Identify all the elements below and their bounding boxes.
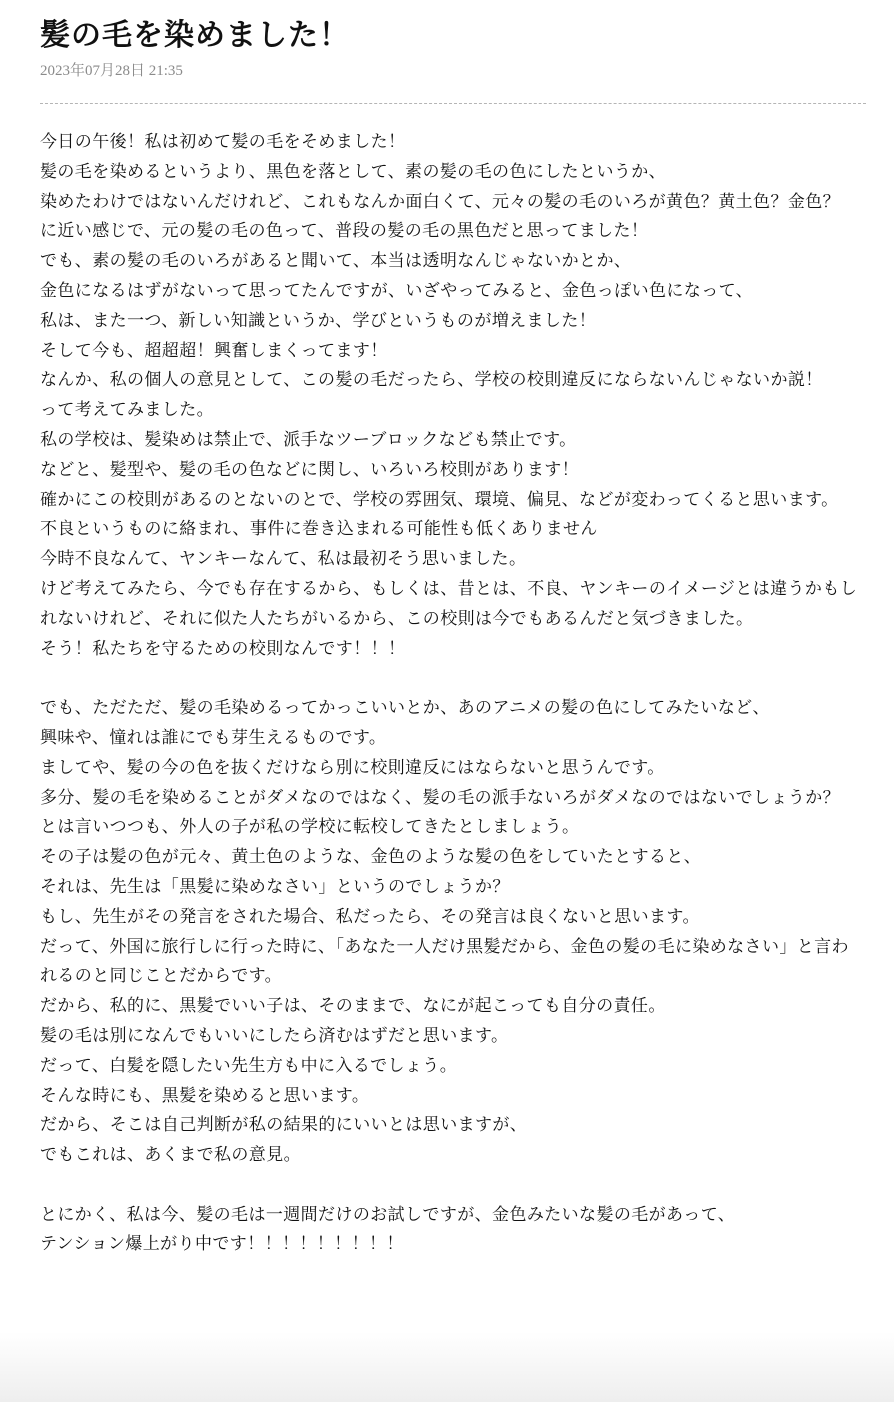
text-line: もし、先生がその発言をされた場合、私だったら、その発言は良くないと思います。 xyxy=(40,906,700,927)
paragraph xyxy=(40,694,866,1171)
text-line: だから、そこは自己判断が私の結果的にいいとは思いますが、 xyxy=(40,1115,528,1136)
text-line: 金色になるはずがないって思ってたんですが、いざやってみると、金色っぽい色になって、 xyxy=(40,280,754,301)
text-line: 今時不良なんて、ヤンキーなんて、私は最初そう思いました。 xyxy=(40,549,527,570)
text-line: とにかく、私は今、髪の毛は一週間だけのお試しですが、金色みたいな髪の毛があって、 xyxy=(40,1204,736,1225)
text-line: に近い感じで、元の髪の毛の色って、普段の髪の毛の黒色だと思ってました！ xyxy=(40,221,649,242)
text-line: だから、私的に、黒髪でいい子は、そのままで、なにが起こっても自分の責任。 xyxy=(40,996,666,1017)
text-line: そして今も、超超超！興奮しまくってます！ xyxy=(40,340,388,361)
paragraph-gap xyxy=(40,1171,866,1201)
text-line: とは言いつつも、外人の子が私の学校に転校してきたとしましょう。 xyxy=(40,817,580,838)
text-line: 髪の毛は別になんでもいいにしたら済むはずだと思います。 xyxy=(40,1025,509,1046)
paragraph xyxy=(40,1201,866,1261)
title-divider xyxy=(40,103,866,104)
text-line: でもこれは、あくまで私の意見。 xyxy=(40,1145,301,1166)
text-line: なんか、私の個人の意見として、この髪の毛だったら、学校の校則違反にならないんじゃないか説！ xyxy=(40,370,823,391)
text-line: 多分、髪の毛を染めることがダメなのではなく、髪の毛の派手ないろがダメなのではないでしょうか？ xyxy=(40,787,841,808)
text-line: 今日の午後！私は初めて髪の毛をそめました！ xyxy=(40,132,406,152)
text-line: テンション爆上がり中です！！！！！！！！！ xyxy=(40,1234,404,1255)
text-line: そんな時にも、黒髪を染めると思います。 xyxy=(40,1085,370,1106)
paragraph xyxy=(40,128,866,664)
bottom-fade xyxy=(0,1332,894,1402)
article-title: 髪の毛を染めました！ xyxy=(40,18,350,53)
blog-article xyxy=(40,14,866,1260)
post-date: 2023年07月28日 21:35 xyxy=(40,63,183,79)
text-line: その子は髪の色が元々、黄土色のような、金色のような髪の色をしていたとすると、 xyxy=(40,847,702,868)
text-line: って考えてみました。 xyxy=(40,400,214,421)
text-line: 私は、また一つ、新しい知識というか、学びというものが増えました！ xyxy=(40,310,597,331)
text-line: そう！私たちを守るための校則なんです！！！ xyxy=(40,638,406,659)
text-line: 髪の毛を染めるというより、黒色を落として、素の髪の毛の色にしたというか、 xyxy=(40,161,667,182)
text-line: だって、外国に旅行しに行った時に、「あなた一人だけ黒髪だから、金色の髪の毛に染めなさい」と言われるのと同じことだからです。 xyxy=(40,936,849,987)
text-line: でも、素の髪の毛のいろがあると聞いて、本当は透明なんじゃないかとか、 xyxy=(40,251,632,272)
text-line: だって、白髪を隠したい先生方も中に入るでしょう。 xyxy=(40,1055,458,1076)
text-line: 私の学校は、髪染めは禁止で、派手なツーブロックなども禁止です。 xyxy=(40,429,577,450)
text-line: けど考えてみたら、今でも存在するから、もしくは、昔とは、不良、ヤンキーのイメージとは違うかもしれないけれど、それに似た人たちがいるから、この校則は今でもあるんだと気づきました。 xyxy=(40,578,858,629)
text-line: 染めたわけではないんだけれど、これもなんか面白くて、元々の髪の毛のいろが黄色？黄土色？金色？ xyxy=(40,191,841,212)
text-line: でも、ただただ、髪の毛染めるってかっこいいとか、あのアニメの髪の色にしてみたいなど、 xyxy=(40,698,770,719)
paragraph-gap xyxy=(40,664,866,694)
text-line: それは、先生は「黒髪に染めなさい」というのでしょうか？ xyxy=(40,876,510,897)
article-body xyxy=(40,128,866,1260)
text-line: 不良というものに絡まれ、事件に巻き込まれる可能性も低くありません xyxy=(40,519,598,540)
text-line: 確かにこの校則があるのとないのとで、学校の雰囲気、環境、偏見、などが変わってくると思います。 xyxy=(40,489,839,510)
text-line: などと、髪型や、髪の毛の色などに関し、いろいろ校則があります！ xyxy=(40,459,580,480)
text-line: 興味や、憧れは誰にでも芽生えるものです。 xyxy=(40,727,387,748)
text-line: ましてや、髪の今の色を抜くだけなら別に校則違反にはならないと思うんです。 xyxy=(40,757,665,778)
